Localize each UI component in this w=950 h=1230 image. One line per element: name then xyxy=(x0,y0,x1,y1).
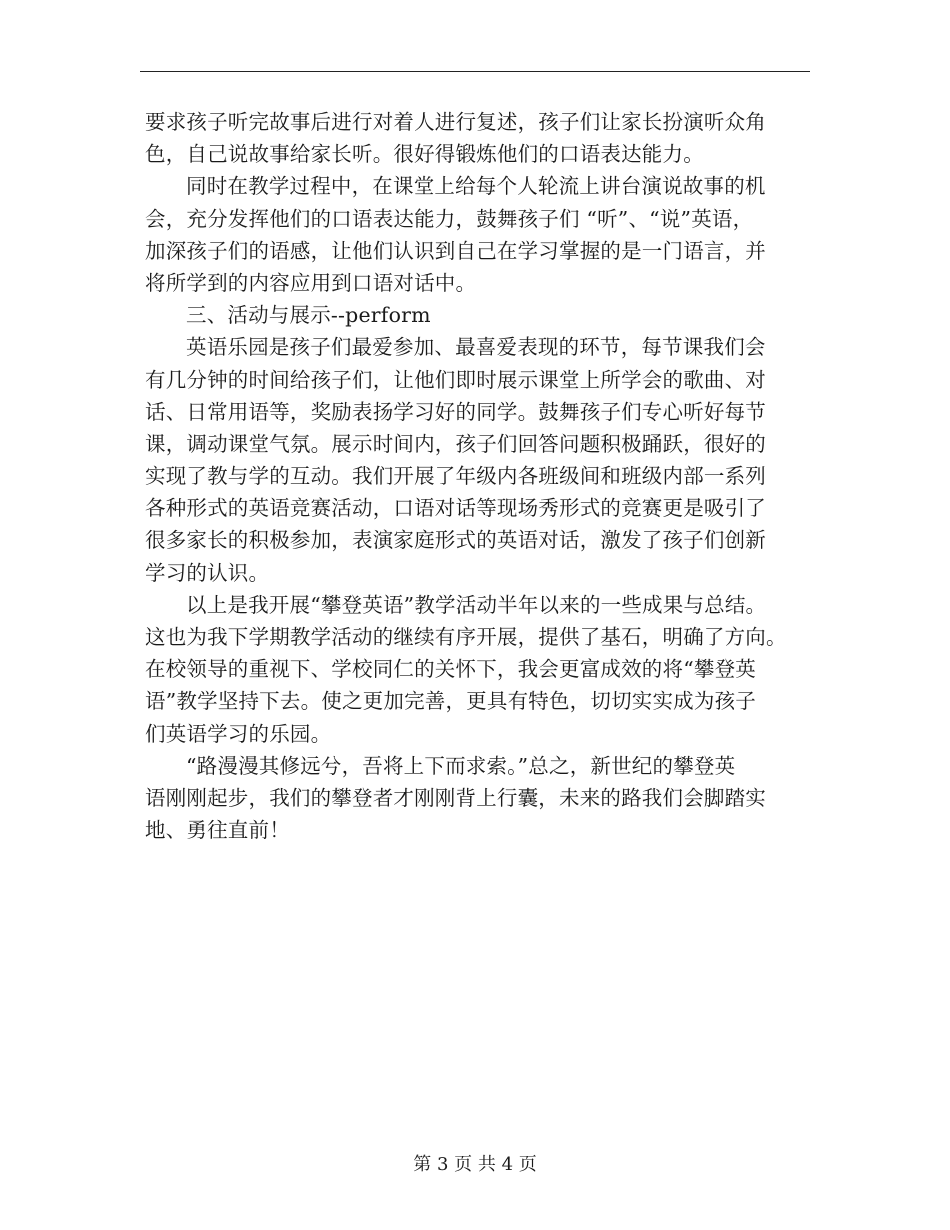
text-line: 实现了教与学的互动。我们开展了年级内各班级间和班级内部一系列 xyxy=(145,464,766,489)
text-line: 话、日常用语等，奖励表扬学习好的同学。鼓舞孩子们专心听好每节 xyxy=(145,399,766,424)
text-line: 三、活动与展示--perform xyxy=(186,303,431,328)
text-line: 语刚刚起步，我们的攀登者才刚刚背上行囊，未来的路我们会脚踏实 xyxy=(145,785,766,810)
text-line: 加深孩子们的语感，让他们认识到自己在学习掌握的是一门语言，并 xyxy=(145,238,766,263)
text-line: 们英语学习的乐园。 xyxy=(145,721,332,746)
header-rule xyxy=(140,71,810,72)
text-line: 同时在教学过程中，在课堂上给每个人轮流上讲台演说故事的机 xyxy=(186,174,766,199)
text-line: “路漫漫其修远兮，吾将上下而求索。”总之，新世纪的攀登英 xyxy=(186,753,736,778)
text-line: 英语乐园是孩子们最爱参加、最喜爱表现的环节，每节课我们会 xyxy=(186,335,766,360)
text-line: 会，充分发挥他们的口语表达能力，鼓舞孩子们 “听”、“说”英语， xyxy=(145,206,754,231)
text-line: 课，调动课堂气氛。展示时间内，孩子们回答问题积极踊跃，很好的 xyxy=(145,431,766,456)
text-line: 在校领导的重视下、学校同仁的关怀下，我会更富成效的将“攀登英 xyxy=(145,657,756,682)
text-line: 色，自己说故事给家长听。很好得锻炼他们的口语表达能力。 xyxy=(145,142,704,167)
text-line: 有几分钟的时间给孩子们，让他们即时展示课堂上所学会的歌曲、对 xyxy=(145,367,766,392)
text-line: 语”教学坚持下去。使之更加完善，更具有特色，切切实实成为孩子 xyxy=(145,689,756,714)
text-line: 以上是我开展“攀登英语”教学活动半年以来的一些成果与总结。 xyxy=(186,592,767,617)
text-line: 各种形式的英语竞赛活动，口语对话等现场秀形式的竞赛更是吸引了 xyxy=(145,496,766,521)
text-line: 要求孩子听完故事后进行对着人进行复述，孩子们让家长扮演听众角 xyxy=(145,110,766,134)
text-line: 将所学到的内容应用到口语对话中。 xyxy=(145,270,477,295)
text-line: 地、勇往直前！ xyxy=(145,818,290,843)
document-body xyxy=(145,106,825,846)
page-number: 第 3 页 共 4 页 xyxy=(413,1154,537,1175)
text-line: 这也为我下学期教学活动的继续有序开展，提供了基石，明确了方向。 xyxy=(145,625,787,649)
text-line: 很多家长的积极参加，表演家庭形式的英语对话，激发了孩子们创新 xyxy=(145,528,766,553)
text-line: 学习的认识。 xyxy=(145,560,270,585)
